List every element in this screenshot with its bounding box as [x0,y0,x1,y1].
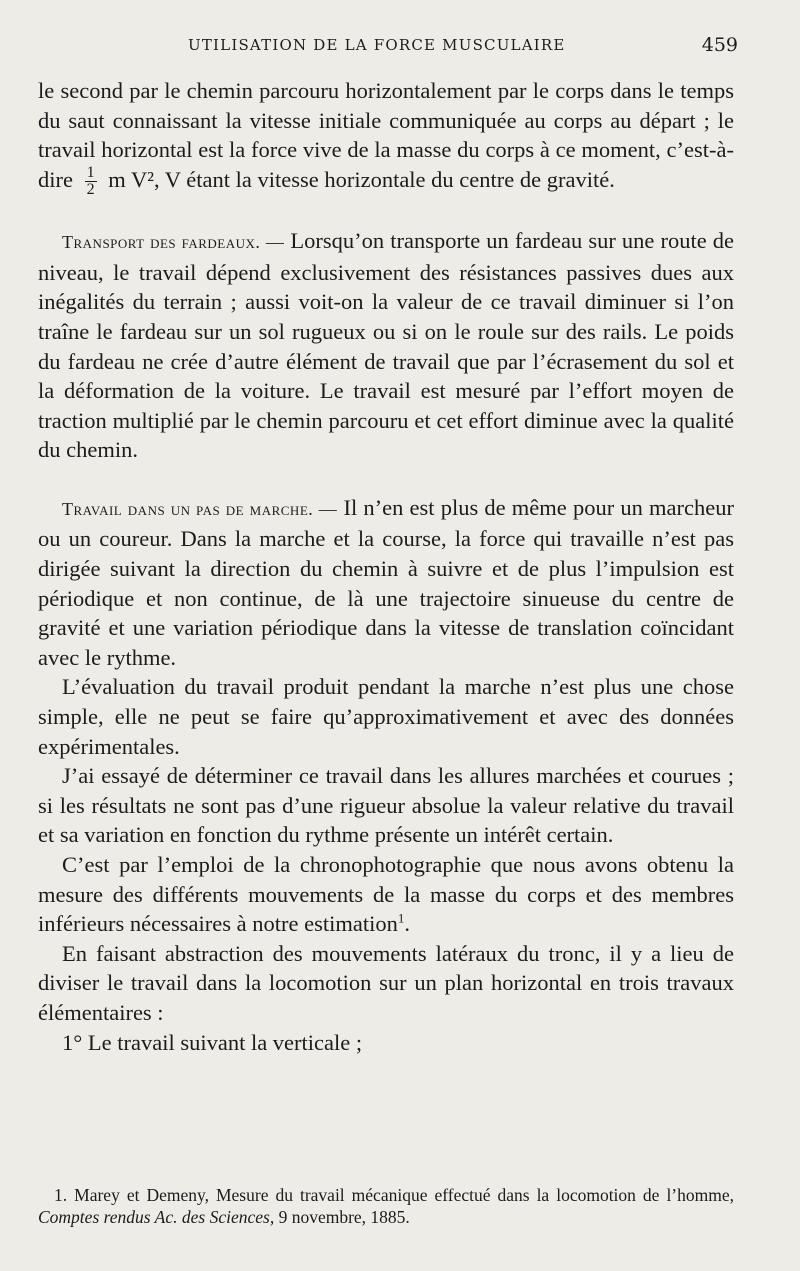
footnote-date: 9 novembre, 1885. [278,1207,410,1227]
paragraph-end: . [404,911,410,937]
paragraph-transport-fardeaux [38,226,734,465]
footnote-text: Marey et Demeny, Mesure du travail mécanique effectué dans la locomotion de l’homme, [74,1185,735,1205]
paragraph-evaluation: L’évaluation du travail produit pendant la marche n’est plus une chose simple, elle ne peut se faire qu’approximativement et avec des données expérimentales. [38,674,734,759]
footnote-body [38,1184,734,1228]
footnote [38,1184,734,1228]
paragraph-text: C’est par l’emploi de la chronophotographie que nous avons obtenu la mesure des différents mouvements de la masse du corps et des membres inférieurs nécessaires à notre estimation [38,852,734,937]
paragraph-text: Il n’en est plus de même pour un marcheur ou un coureur. Dans la marche et la course, la force qui travaille n’est pas dirigée suivant la direction du chemin à suivre et de plus l’impulsion est périodique et non continue, de là une trajectoire sinueuse du centre de gravité et une variation périodique dans la vitesse de translation coïncidant avec le rythme. [38,494,734,670]
fraction-denominator: 2 [86,181,95,199]
paragraph-text: le second par le chemin parcouru horizontalement par le corps dans le temps du saut connaissant la vitesse initiale communiquée au corps au départ ; le travail horizontal est la force vive de la masse du corps à ce moment, c’est-à-dire [38,78,734,192]
section-title-pas-de-marche: Travail dans un pas de marche. — [62,498,338,519]
footnote-reference: 1 [397,910,405,926]
paragraph-abstraction: En faisant abstraction des mouvements latéraux du tronc, il y a lieu de diviser le travail dans la locomotion sur un plan horizontal en trois travaux élémentaires : [38,940,734,1025]
paragraph-text-tail: m V², V étant la vitesse horizontale du centre de gravité. [108,166,615,192]
fraction-one-half [85,165,97,198]
page-header [38,36,738,60]
paragraph-chronophotographie [38,850,734,939]
section-title-transport: Transport des fardeaux. — [62,232,285,253]
paragraph-essai: J’ai essayé de déterminer ce travail dans les allures marchées et courues ; si les résultats ne sont pas d’une rigueur absolue la valeur relative du travail et sa variation en fonction du rythme présente un intérêt certain. [38,763,734,848]
running-head: UTILISATION DE LA FORCE MUSCULAIRE [188,36,566,54]
page-number: 459 [701,34,738,56]
paragraph-list-item-1: 1° Le travail suivant la verticale ; [62,1029,363,1055]
body-text [38,76,734,1057]
paragraph-saut [38,76,734,198]
paragraph-text: Lorsqu’on transporte un fardeau sur une route de niveau, le travail dépend exclusivement des résistances passives dues aux inégalités du terrain ; aussi voit-on la valeur de ce travail diminuer si l’on traîne le fardeau sur un sol rugueux ou si on le roule sur des rails. Le poids du fardeau ne crée d’autre élément de travail que par l’écrasement du sol et la déformation de la voiture. Le travail est mesuré par l’effort moyen de traction multiplié par le chemin parcouru et cet effort diminue avec la qualité du chemin. [38,228,735,463]
fraction-numerator: 1 [86,164,95,182]
footnote-marker: 1. [54,1185,68,1205]
paragraph-pas-de-marche [38,493,734,673]
footnote-journal: Comptes rendus Ac. des Sciences, [38,1207,275,1227]
